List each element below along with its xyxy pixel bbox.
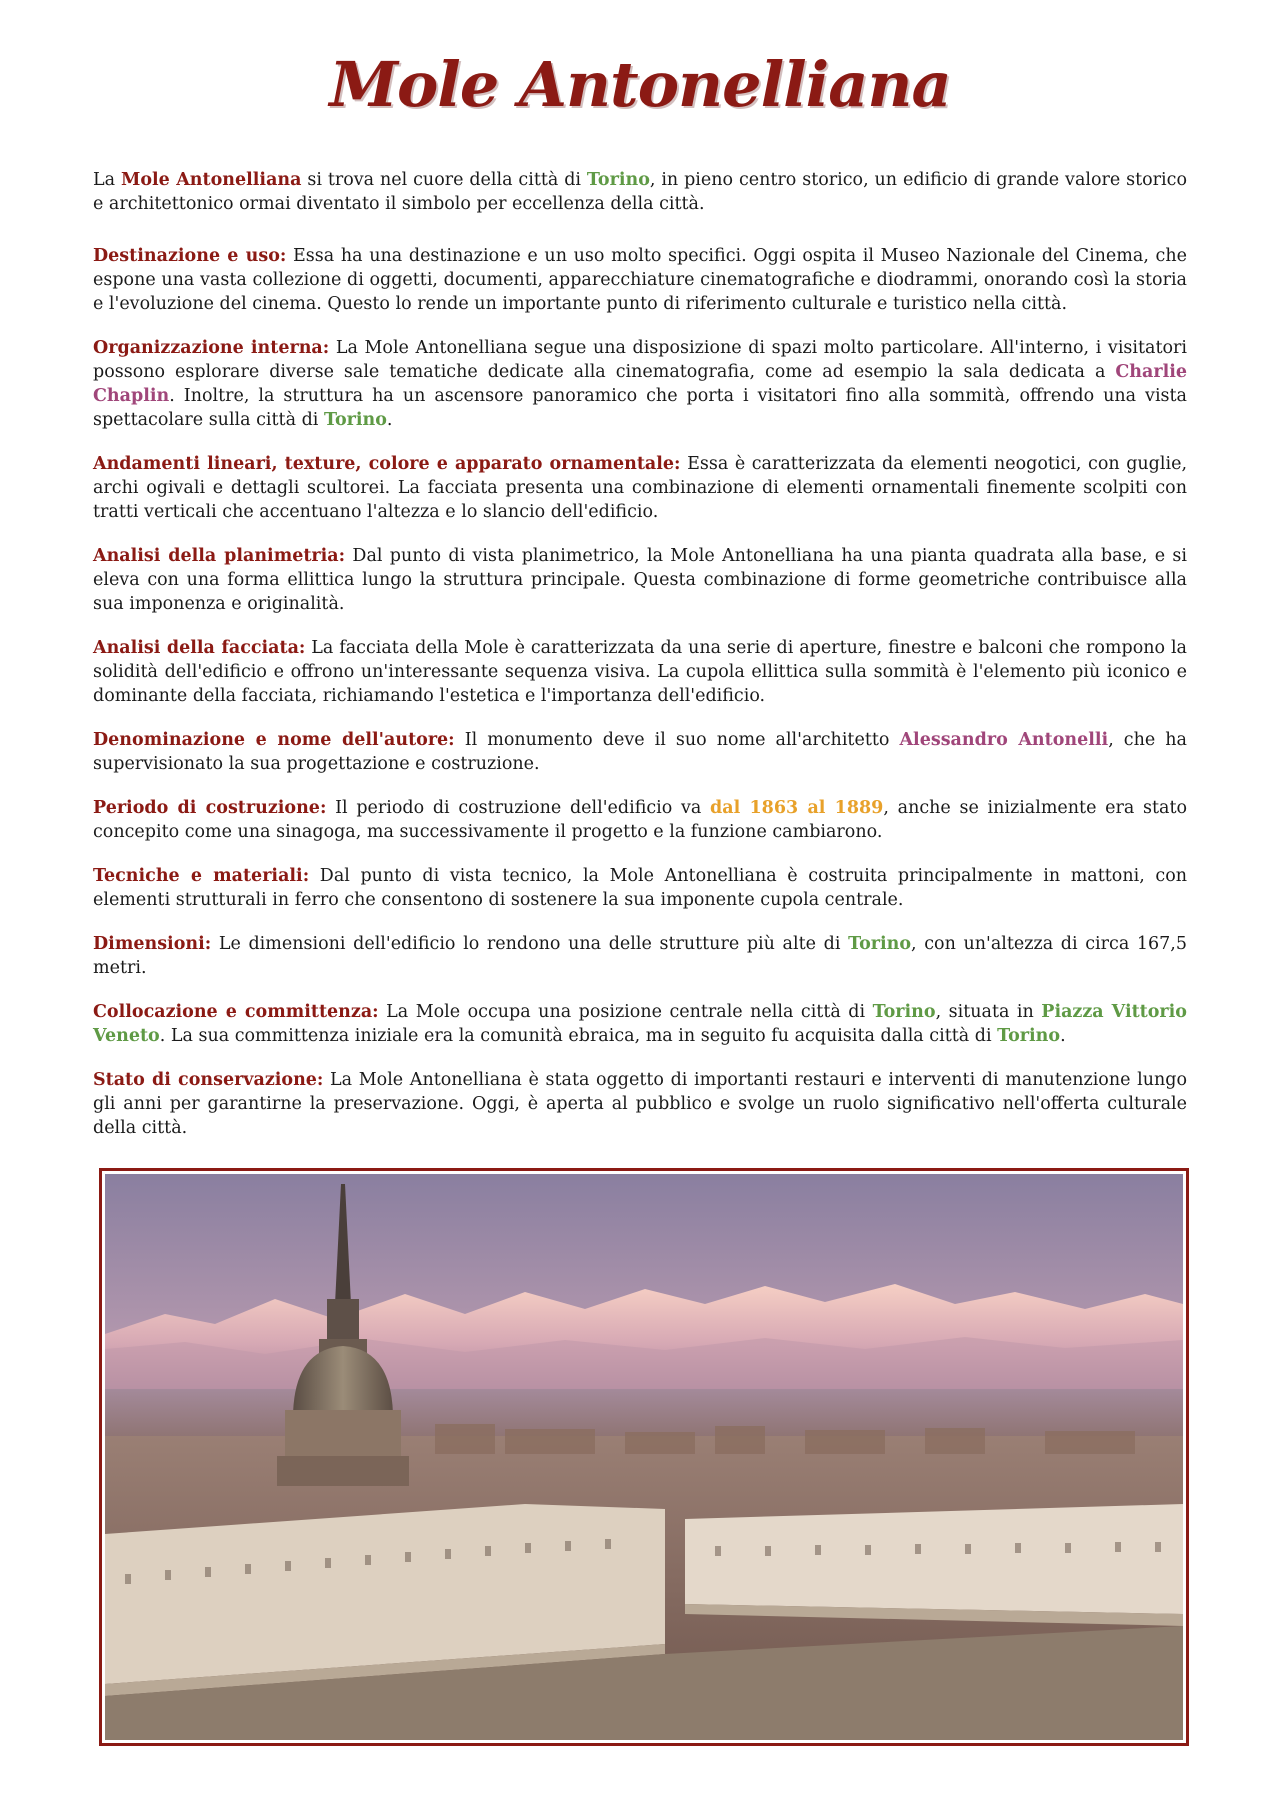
section-tecniche [93,864,1187,912]
section-text: . La sua committenza iniziale era la comunità ebraica, ma in seguito fu acquisita dalla città di [159,1026,998,1046]
keyword-mole-antonelliana: Mole Antonelliana [120,170,302,190]
section-text: . Inoltre, la struttura ha un ascensore panoramico che porta i visitatori fino alla sommità, offrendo una vista spettacolare sulla città di [93,386,1187,430]
keyword-piazza-vittorio-veneto: Piazza Vittorio Veneto [93,1002,1187,1046]
intro-text-3: , in pieno centro storico, un edificio di grande valore storico e architettonico ormai diventato il simbolo per eccellenza della città. [93,170,1187,214]
section-text: La Mole Antonelliana è stata oggetto di importanti restauri e interventi di manutenzione lungo gli anni per garantirne la preservazione. Oggi, è aperta al pubblico e svolge un ruolo significativo nell'offerta culturale della città. [93,1070,1187,1138]
section-organizzazione [93,336,1187,432]
intro-paragraph [93,168,1187,216]
page-title: Mole Antonelliana [329,48,951,121]
piazza-buildings [105,1504,1183,1740]
keyword-dates: dal 1863 al 1889 [710,798,884,818]
section-label: Analisi della planimetria: [93,546,346,566]
torino-panorama-image [105,1174,1183,1740]
section-label: Andamenti lineari, texture, colore e apparato ornamentale: [93,454,681,474]
section-label: Stato di conservazione: [93,1070,324,1090]
section-label: Organizzazione interna: [93,338,330,358]
section-text: Il monumento deve il suo nome all'architetto [454,730,900,750]
section-text: Dal punto di vista planimetrico, la Mole Antonelliana ha una pianta quadrata alla base, e si eleva con una forma ellittica lungo la struttura principale. Questa combinazione di forme geometriche contribuisce alla sua imponenza e originalità. [93,546,1188,614]
section-text: La Mole Antonelliana segue una disposizione di spazi molto particolare. All'interno, i visitatori possono esplorare diverse sale tematiche dedicate alla cinematografia, come ad esempio la sala dedicata a [93,338,1187,382]
keyword-torino: Torino [586,170,650,190]
section-label: Tecniche e materiali: [93,866,310,886]
section-stato [93,1068,1187,1140]
section-text: , con un'altezza di circa 167,5 metri. [93,934,1187,978]
section-facciata [93,636,1187,708]
intro-text-1: La [93,170,121,190]
keyword-charlie-chaplin: Charlie Chaplin [93,362,1187,406]
section-text: Essa ha una destinazione e un uso molto specifici. Oggi ospita il Museo Nazionale del Cinema, che espone una vasta collezione di oggetti, documenti, apparecchiature cinematografiche e diodrammi, onorando così la storia e l'evoluzione del cinema. Questo lo rende un importante punto di riferimento culturale e turistico nella città. [93,246,1187,314]
keyword-torino: Torino [848,934,912,954]
keyword-torino: Torino [323,410,387,430]
section-label: Analisi della facciata: [93,638,306,658]
section-text: La facciata della Mole è caratterizzata da una serie di aperture, finestre e balconi che rompono la solidità dell'edificio e offrono un'interessante sequenza visiva. La cupola ellittica sulla sommità è l'elemento più iconico e dominante della facciata, richiamando l'estetica e l'importanza dell'edificio. [93,638,1187,706]
section-label: Destinazione e uso: [93,246,287,266]
photo-torino-skyline [99,1168,1189,1746]
section-text: , anche se inizialmente era stato concepito come una sinagoga, ma successivamente il progetto e la funzione cambiarono. [93,798,1188,842]
keyword-alessandro-antonelli: Alessandro Antonelli [899,730,1109,750]
section-text: La Mole occupa una posizione centrale nella città di [378,1002,873,1022]
section-text: . [386,410,393,430]
section-dimensioni [93,932,1187,980]
section-text: , che ha supervisionato la sua progettazione e costruzione. [93,730,1187,774]
section-label: Denominazione e nome dell'autore: [93,730,455,750]
section-denominazione [93,728,1187,776]
section-planimetria [93,544,1187,616]
section-destinazione [93,244,1187,316]
document-body [93,168,1187,1160]
section-label: Collocazione e committenza: [93,1002,379,1022]
keyword-torino: Torino [872,1002,936,1022]
section-collocazione [93,1000,1187,1048]
section-text: Dal punto di vista tecnico, la Mole Antonelliana è costruita principalmente in mattoni, con elementi strutturali in ferro che consentono di sostenere la sua imponente cupola centrale. [93,866,1188,910]
section-andamenti [93,452,1187,524]
keyword-torino: Torino [997,1026,1061,1046]
section-text: , situata in [935,1002,1042,1022]
section-text: Le dimensioni dell'edificio lo rendono una delle strutture più alte di [211,934,849,954]
section-text: Il periodo di costruzione dell'edificio va [326,798,711,818]
section-label: Dimensioni: [93,934,212,954]
intro-text-2: si trova nel cuore della città di [301,170,587,190]
section-text: . [1060,1026,1066,1046]
section-text: Essa è caratterizzata da elementi neogotici, con guglie, archi ogivali e dettagli scultorei. La facciata presenta una combinazione di elementi ornamentali finemente scolpiti con tratti verticali che accentuano l'altezza e lo slancio dell'edificio. [93,454,1188,522]
section-label: Periodo di costruzione: [93,798,327,818]
section-periodo [93,796,1187,844]
